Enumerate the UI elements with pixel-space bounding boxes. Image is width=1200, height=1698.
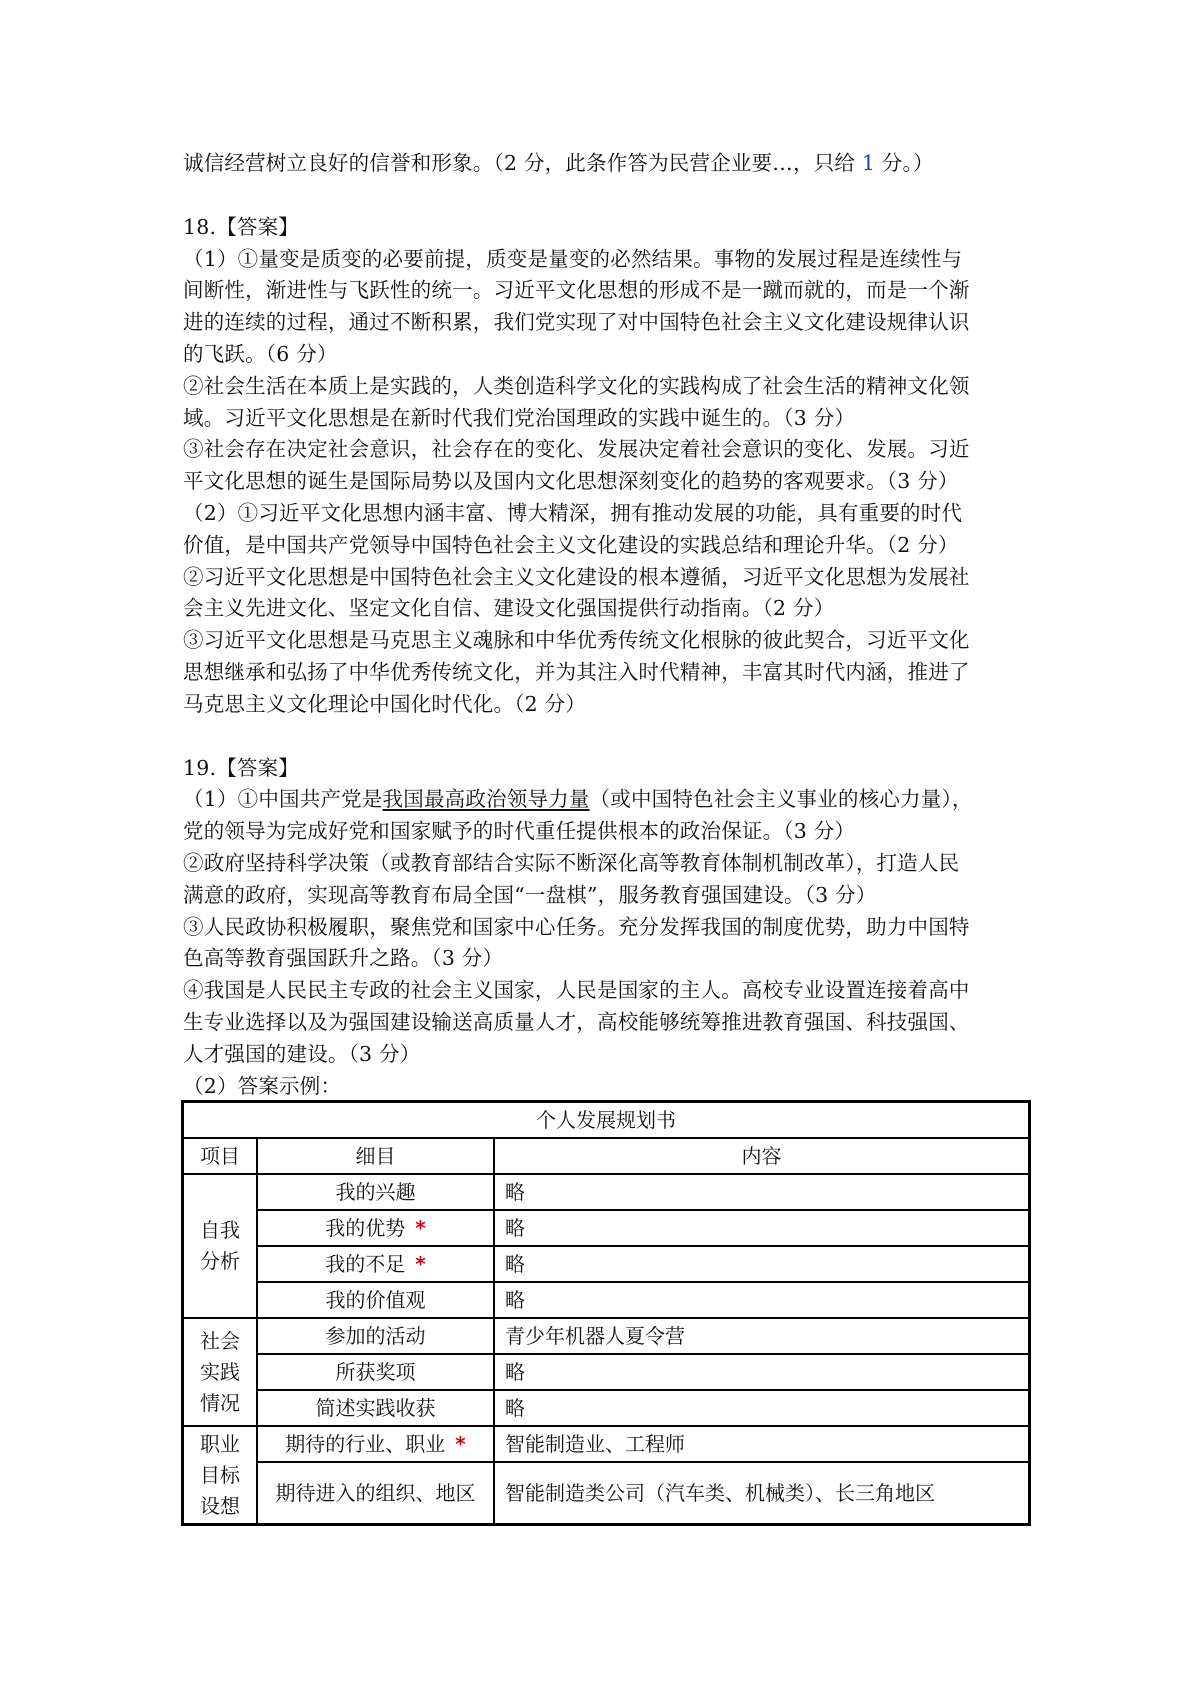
detail-cell	[257, 1210, 494, 1246]
group-social-practice: 社会 实践 情况	[183, 1318, 258, 1426]
text-line: 人才强国的建设。（3 分）	[183, 1041, 421, 1066]
content-cell: 略	[494, 1354, 1030, 1390]
required-star: *	[455, 1431, 466, 1456]
table-title: 个人发展规划书	[183, 1102, 1030, 1139]
content-cell: 智能制造业、工程师	[494, 1426, 1030, 1462]
text-line: （1）①量变是质变的必要前提，质变是量变的必然结果。事物的发展过程是连续性与	[183, 246, 963, 271]
question-19-heading: 19.【答案】	[183, 755, 300, 780]
content-cell: 智能制造类公司（汽车类、机械类）、长三角地区	[494, 1462, 1030, 1525]
text-segment: 诚信经营树立良好的信誉和形象。（2 分，此条作答为民营企业要…，只给	[183, 151, 862, 175]
detail-label: 我的优势	[325, 1215, 406, 1240]
text-line: ④我国是人民民主专政的社会主义国家，人民是国家的主人。高校专业设置连接着高中	[183, 978, 970, 1003]
group-self-analysis: 自我 分析	[183, 1174, 258, 1318]
text-line	[183, 148, 1033, 180]
text-line: 生专业选择以及为强国建设输送高质量人才，高校能够统筹推进教育强国、科技强国、	[183, 1009, 970, 1034]
content-cell: 青少年机器人夏令营	[494, 1318, 1030, 1354]
text-segment: 分。）	[875, 151, 934, 175]
header-item: 项目	[183, 1138, 258, 1174]
text-line	[183, 784, 1033, 816]
detail-cell: 参加的活动	[257, 1318, 494, 1354]
detail-label: 我的不足	[325, 1251, 406, 1276]
header-detail: 细目	[257, 1138, 494, 1174]
detail-cell	[257, 1246, 494, 1282]
answer-document	[183, 148, 1033, 1102]
question-18-heading: 18.【答案】	[183, 214, 300, 239]
development-plan-table	[181, 1100, 1031, 1526]
text-line: 平文化思想的诞生是国际局势以及国内文化思想深刻变化的趋势的客观要求。（3 分）	[183, 469, 959, 494]
text-line: 马克思主义文化理论中国化时代化。（2 分）	[183, 691, 587, 716]
group-career-goal: 职业 目标 设想	[183, 1426, 258, 1525]
detail-cell: 简述实践收获	[257, 1390, 494, 1426]
underlined-text: 我国最高政治领导力量	[382, 787, 590, 812]
text-line: 域。习近平文化思想是在新时代我们党治国理政的实践中诞生的。（3 分）	[183, 405, 856, 430]
score-number: 1	[861, 151, 876, 175]
text-line: ②习近平文化思想是中国特色社会主义文化建设的根本遵循，习近平文化思想为发展社	[183, 564, 970, 589]
text-segment: （1）①中国共产党是	[183, 787, 383, 812]
required-star: *	[415, 1215, 426, 1240]
text-line: （2）答案示例：	[183, 1073, 342, 1098]
text-line: ③习近平文化思想是马克思主义魂脉和中华优秀传统文化根脉的彼此契合，习近平文化	[183, 628, 970, 653]
detail-cell: 所获奖项	[257, 1354, 494, 1390]
text-line: ②政府坚持科学决策（或教育部结合实际不断深化高等教育体制机制改革），打造人民	[183, 850, 960, 875]
text-segment: （或中国特色社会主义事业的核心力量），	[589, 787, 973, 812]
detail-cell: 期待进入的组织、地区	[257, 1462, 494, 1525]
content-cell: 略	[494, 1390, 1030, 1426]
text-line: 进的连续的过程，通过不断积累，我们党实现了对中国特色社会主义文化建设规律认识	[183, 310, 970, 335]
detail-cell: 我的兴趣	[257, 1174, 494, 1210]
required-star: *	[415, 1251, 426, 1276]
content-cell: 略	[494, 1282, 1030, 1318]
text-line: 党的领导为完成好党和国家赋予的时代重任提供根本的政治保证。（3 分）	[183, 819, 856, 844]
header-content: 内容	[494, 1138, 1030, 1174]
text-line: ②社会生活在本质上是实践的，人类创造科学文化的实践构成了社会生活的精神文化领	[183, 373, 970, 398]
text-line: 间断性，渐进性与飞跃性的统一。习近平文化思想的形成不是一蹴而就的，而是一个渐	[183, 278, 970, 303]
text-line: 满意的政府，实现高等教育布局全国“一盘棋”，服务教育强国建设。（3 分）	[183, 882, 877, 907]
text-line: 的飞跃。（6 分）	[183, 341, 338, 366]
text-line: 思想继承和弘扬了中华优秀传统文化，并为其注入时代精神，丰富其时代内涵，推进了	[183, 659, 970, 684]
text-line: ③社会存在决定社会意识，社会存在的变化、发展决定着社会意识的变化、发展。习近	[183, 437, 970, 462]
detail-label: 期待的行业、职业	[285, 1431, 446, 1456]
content-cell: 略	[494, 1174, 1030, 1210]
text-line: 色高等教育强国跃升之路。（3 分）	[183, 946, 504, 971]
detail-cell	[257, 1426, 494, 1462]
content-cell: 略	[494, 1210, 1030, 1246]
detail-cell: 我的价值观	[257, 1282, 494, 1318]
text-line: 会主义先进文化、坚定文化自信、建设文化强国提供行动指南。（2 分）	[183, 596, 835, 621]
text-line: 价值，是中国共产党领导中国特色社会主义文化建设的实践总结和理论升华。（2 分）	[183, 532, 959, 557]
content-cell: 略	[494, 1246, 1030, 1282]
text-line: ③人民政协积极履职，聚焦党和国家中心任务。充分发挥我国的制度优势，助力中国特	[183, 914, 970, 939]
text-line: （2）①习近平文化思想内涵丰富、博大精深，拥有推动发展的功能，具有重要的时代	[183, 500, 963, 525]
